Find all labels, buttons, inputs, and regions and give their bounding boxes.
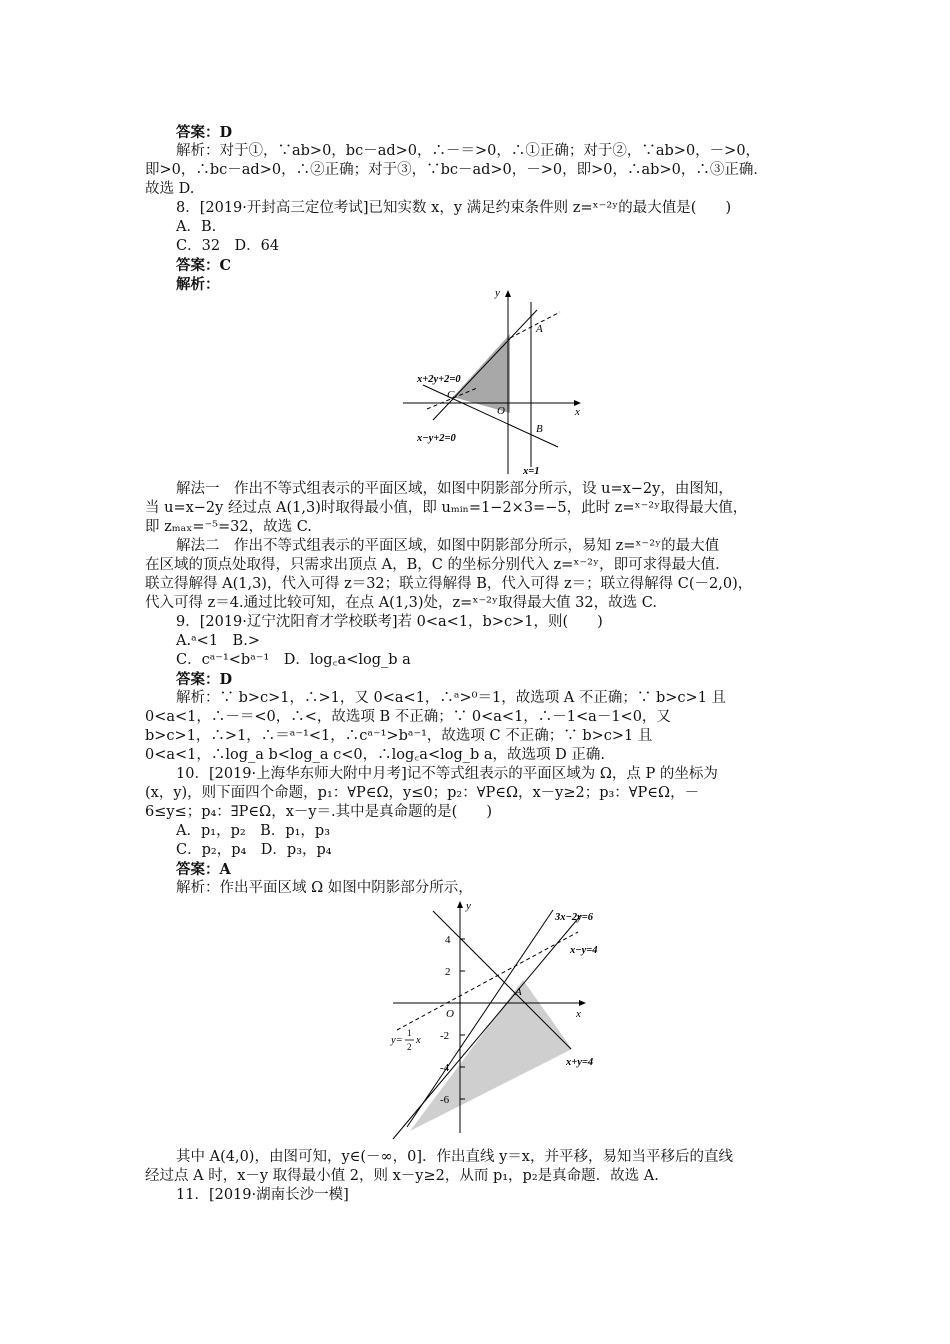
- q8-options-ab: A．B.: [176, 219, 217, 235]
- fig1-origin-label: O: [497, 405, 505, 417]
- q7-analysis-line2: 即>0，∴bc－ad>0，∴②正确；对于③，∵bc－ad>0，－>0，即>0，∴ab>0，∴③正确．: [145, 162, 768, 178]
- fig1-label-line1: x+2y+2=0: [417, 374, 461, 385]
- q10-stem-line3: 6≤y≤；p₄：∃P∈Ω，x－y＝.其中是真命题的是( ): [145, 804, 492, 820]
- q8-method1-line2: 当 u=x−2y 经过点 A(1,3)时取得最小值，即 uₘᵢₙ=1−2×3=−5，此时 z=ˣ⁻²ʸ取得最大值，: [145, 500, 748, 516]
- fig2-label-x-plus-y: x+y=4: [566, 1057, 594, 1068]
- q9-analysis-line3: b>c>1，∴>1，∴＝ᵃ⁻¹<1，∴cᵃ⁻¹>bᵃ⁻¹，故选项 C 不正确；∵ b>c>1 且: [145, 728, 653, 744]
- y-axis-arrow: [505, 290, 511, 297]
- fig1-point-B: B: [536, 423, 543, 435]
- q7-answer: 答案：D: [176, 124, 233, 141]
- q8-method2-line1: 解法二 作出不等式组表示的平面区域，如图中阴影部分所示，易知 z=ˣ⁻²ʸ的最大值: [176, 538, 720, 554]
- q8-method1-line1: 解法一 作出不等式组表示的平面区域，如图中阴影部分所示，设 u=x−2y，由图知，: [176, 481, 733, 497]
- q10-stem-line2: (x，y)，则下面四个命题，p₁：∀P∈Ω，y≤0；p₂：∀P∈Ω，x－y≥2；p₃：∀P∈Ω，－: [145, 785, 700, 801]
- q9-answer: 答案：D: [176, 671, 233, 688]
- q10-region-graph: [385, 895, 615, 1140]
- dashed-line-y-half-x: [397, 932, 578, 1030]
- q9-analysis-line2: 0<a<1，∴－＝<0，∴<，故选项 B 不正确；∵ 0<a<1，∴－1<a－1<0，又: [145, 709, 671, 725]
- q7-analysis-line1: 解析：对于①，∵ab>0，bc－ad>0，∴－＝>0，∴①正确；对于②，∵ab>0，－>0，: [176, 143, 761, 159]
- q8-analysis-label: 解析：: [176, 276, 220, 293]
- fig2-label-x-minus-y: x−y=4: [570, 945, 598, 956]
- q10-answer: 答案：A: [176, 861, 231, 878]
- shaded-feasible-region: [453, 334, 510, 413]
- fig2-label-y-denominator: 2: [407, 1042, 412, 1052]
- q10-stem-line1: 10．[2019·上海华东师大附中月考]记不等式组表示的平面区域为 Ω，点 P 的坐标为: [176, 766, 718, 782]
- fig2-x-label: x: [576, 1008, 581, 1020]
- fig2-label-3x-2y: 3x−2y=6: [555, 912, 594, 923]
- q8-method2-line2: 在区域的顶点处取得，只需求出顶点 A，B，C 的坐标分别代入 z=ˣ⁻²ʸ，即可求得最大值．: [145, 557, 730, 573]
- q10-options-ab: A．p₁，p₂ B．p₁，p₃: [176, 823, 331, 839]
- q8-options-cd: C．32 D．64: [176, 238, 280, 254]
- fig2-label-y-prefix: y=: [391, 1035, 403, 1046]
- fig1-label-line3: x=1: [523, 466, 540, 477]
- q8-stem: 8．[2019·开封高三定位考试]已知实数 x，y 满足约束条件则 z=ˣ⁻²ʸ的最大值是( ): [176, 200, 732, 216]
- q8-answer: 答案：C: [176, 257, 232, 274]
- q10-conclusion-line1: 其中 A(4,0)，由图可知，y∈(－∞，0]．作出直线 y＝x，并平移，易知当平移后的直线: [176, 1149, 733, 1165]
- y-axis-arrow: [457, 901, 463, 908]
- tick-label-m6: -6: [440, 1094, 450, 1106]
- q8-method1-line3: 即 zₘₐₓ=⁻⁵=32，故选 C.: [145, 519, 312, 535]
- q10-options-cd: C．p₂，p₄ D．p₃，p₄: [176, 842, 332, 858]
- tick-label-2: 2: [445, 966, 451, 978]
- tick-label-m2: -2: [440, 1030, 450, 1042]
- q9-analysis-line4: 0<a<1，∴log_a b<log_a c<0，∴log꜀a<log_b a，故选项 D 正确.: [145, 747, 605, 763]
- tick-label-m4: -4: [440, 1062, 450, 1074]
- tick-label-4: 4: [445, 934, 451, 946]
- q9-stem: 9．[2019·辽宁沈阳育才学校联考]若 0<a<1，b>c>1，则( ): [176, 614, 603, 630]
- q9-analysis-line1: 解析：∵ b>c>1，∴>1，又 0<a<1，∴ᵃ>⁰＝1，故选项 A 不正确；∵ b>c>1 且: [176, 690, 727, 706]
- q8-region-graph: [395, 282, 595, 478]
- fig1-y-label: y: [495, 287, 500, 299]
- fig2-origin-label: O: [446, 1008, 454, 1020]
- fig2-y-label: y: [466, 900, 471, 912]
- fig1-point-C: C: [447, 389, 455, 401]
- q9-options-ab: A.ᵃ<1 B.>: [176, 633, 260, 649]
- q7-analysis-line3: 故选 D.: [145, 181, 195, 197]
- q8-method2-line3: 联立得解得 A(1,3)，代入可得 z＝32；联立得解得 B，代入可得 z＝；联立得解得 C(－2,0)，: [145, 576, 753, 592]
- fig2-label-y-numerator: 1: [407, 1028, 412, 1038]
- fig1-x-label: x: [575, 406, 580, 418]
- q10-analysis: 解析：作出平面区域 Ω 如图中阴影部分所示，: [176, 880, 473, 896]
- q8-method2-line4: 代入可得 z＝4.通过比较可知，在点 A(1,3)处，z=ˣ⁻²ʸ取得最大值 32，故选 C.: [145, 595, 657, 611]
- q10-conclusion-line2: 经过点 A 时，x－y 取得最小值 2，则 x－y≥2，从而 p₁，p₂是真命题．故选 A.: [145, 1168, 659, 1184]
- q9-options-cd: C．cᵃ⁻¹<bᵃ⁻¹ D．log꜀a<log_b a: [176, 652, 411, 668]
- fig2-point-A: A: [515, 986, 522, 998]
- dashed-objective-line-upper: [510, 312, 560, 338]
- q11-stem: 11．[2019·湖南长沙一模]: [176, 1187, 349, 1203]
- x-axis-arrow: [579, 1000, 586, 1006]
- fig2-label-y-suffix: x: [416, 1035, 421, 1046]
- fig1-label-line2: x−y+2=0: [417, 433, 456, 444]
- fig1-point-A: A: [536, 323, 543, 335]
